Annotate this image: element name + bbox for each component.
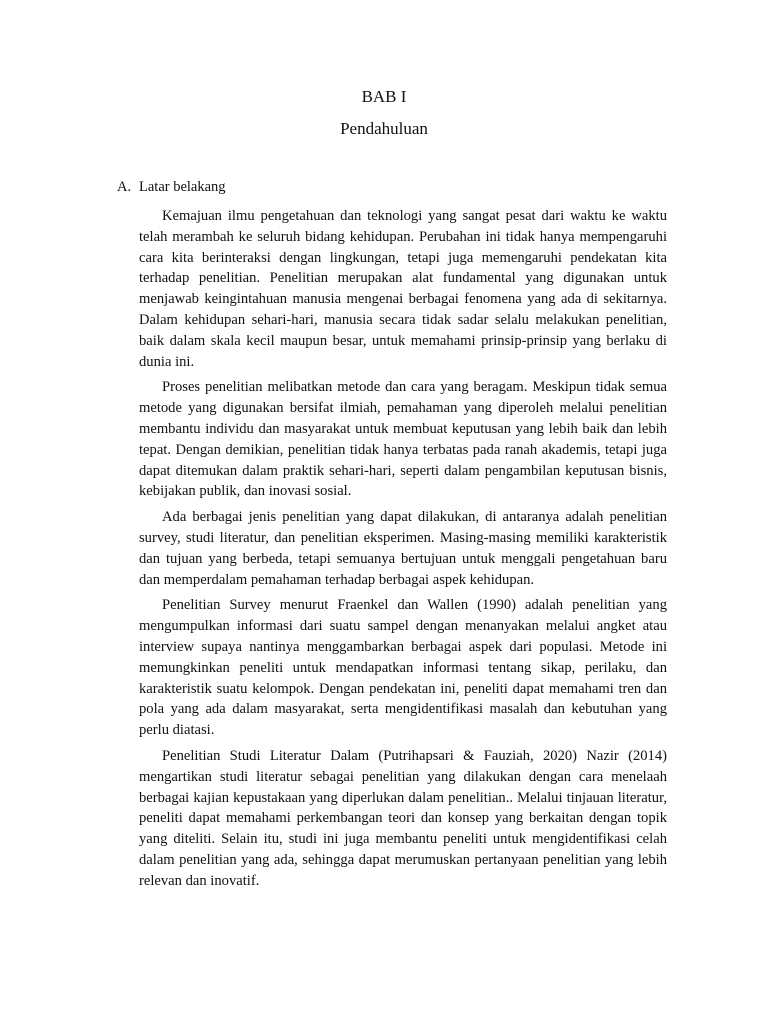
chapter-title: Pendahuluan [340,119,428,138]
section-marker: A. [117,179,132,195]
paragraph: Ada berbagai jenis penelitian yang dapat dilakukan, di antaranya adalah penelitian survey, studi literatur, dan penelitian eksperimen. Masing-masing memiliki karakteristik dan tujuan yang berbeda, tetapi semuanya bertujuan untuk menggali pengetahuan baru dan memperdalam pemahaman terhadap berbagai aspek kehidupan. [139,509,667,588]
paragraph: Kemajuan ilmu pengetahuan dan teknologi yang sangat pesat dari waktu ke waktu telah merambah ke seluruh bidang kehidupan. Perubahan ini tidak hanya mempengaruhi cara kita berinteraksi dengan lingkungan, tetapi juga memengaruhi pendekatan kita terhadap penelitian. Penelitian merupakan alat fundamental yang digunakan untuk menjawab keingintahuan manusia mengenai berbagai fenomena yang ada di sekitarnya. Dalam kehidupan sehari-hari, manusia secara tidak sadar selalu melakukan penelitian, baik dalam skala kecil maupun besar, untuk memahami prinsip-prinsip yang berlaku di dunia ini. [139,208,667,370]
section-heading [117,177,226,197]
paragraph: Penelitian Survey menurut Fraenkel dan Wallen (1990) adalah penelitian yang mengumpulkan informasi dari suatu sampel dengan menanyakan melalui angket atau interview supaya nantinya menggambarkan berbagai aspek dari populasi. Metode ini memungkinkan peneliti untuk mendapatkan informasi tentang sikap, perilaku, dan karakteristik suatu kelompok. Dengan pendekatan ini, peneliti dapat memahami tren dan pola yang ada dalam masyarakat, serta mengidentifikasi masalah dan kebutuhan yang perlu diatasi. [139,597,667,739]
paragraph: Penelitian Studi Literatur Dalam (Putrihapsari & Fauziah, 2020) Nazir (2014) mengartikan studi literatur sebagai penelitian yang dilakukan dengan cara menelaah berbagai kajian kepustakaan yang diperlukan dalam penelitian.. Melalui tinjauan literatur, peneliti dapat memahami perkembangan teori dan konsep yang berkaitan dengan topik yang diteliti. Selain itu, studi ini juga membantu peneliti untuk mengidentifikasi celah dalam penelitian yang ada, sehingga dapat merumuskan pertanyaan penelitian yang lebih relevan dan inovatif. [139,747,667,889]
paragraph: Proses penelitian melibatkan metode dan cara yang beragam. Meskipun tidak semua metode yang digunakan bersifat ilmiah, pemahaman yang diperoleh melalui penelitian membantu individu dan masyarakat untuk membuat keputusan yang lebih baik dan lebih tepat. Dengan demikian, penelitian tidak hanya terbatas pada ranah akademis, tetapi juga dapat ditemukan dalam praktik sehari-hari, seperti dalam pengambilan keputusan bisnis, kebijakan publik, dan inovasi sosial. [139,379,667,500]
section-heading-text: Latar belakang [139,179,226,195]
chapter-number: BAB I [361,87,407,106]
body-text [139,206,667,897]
